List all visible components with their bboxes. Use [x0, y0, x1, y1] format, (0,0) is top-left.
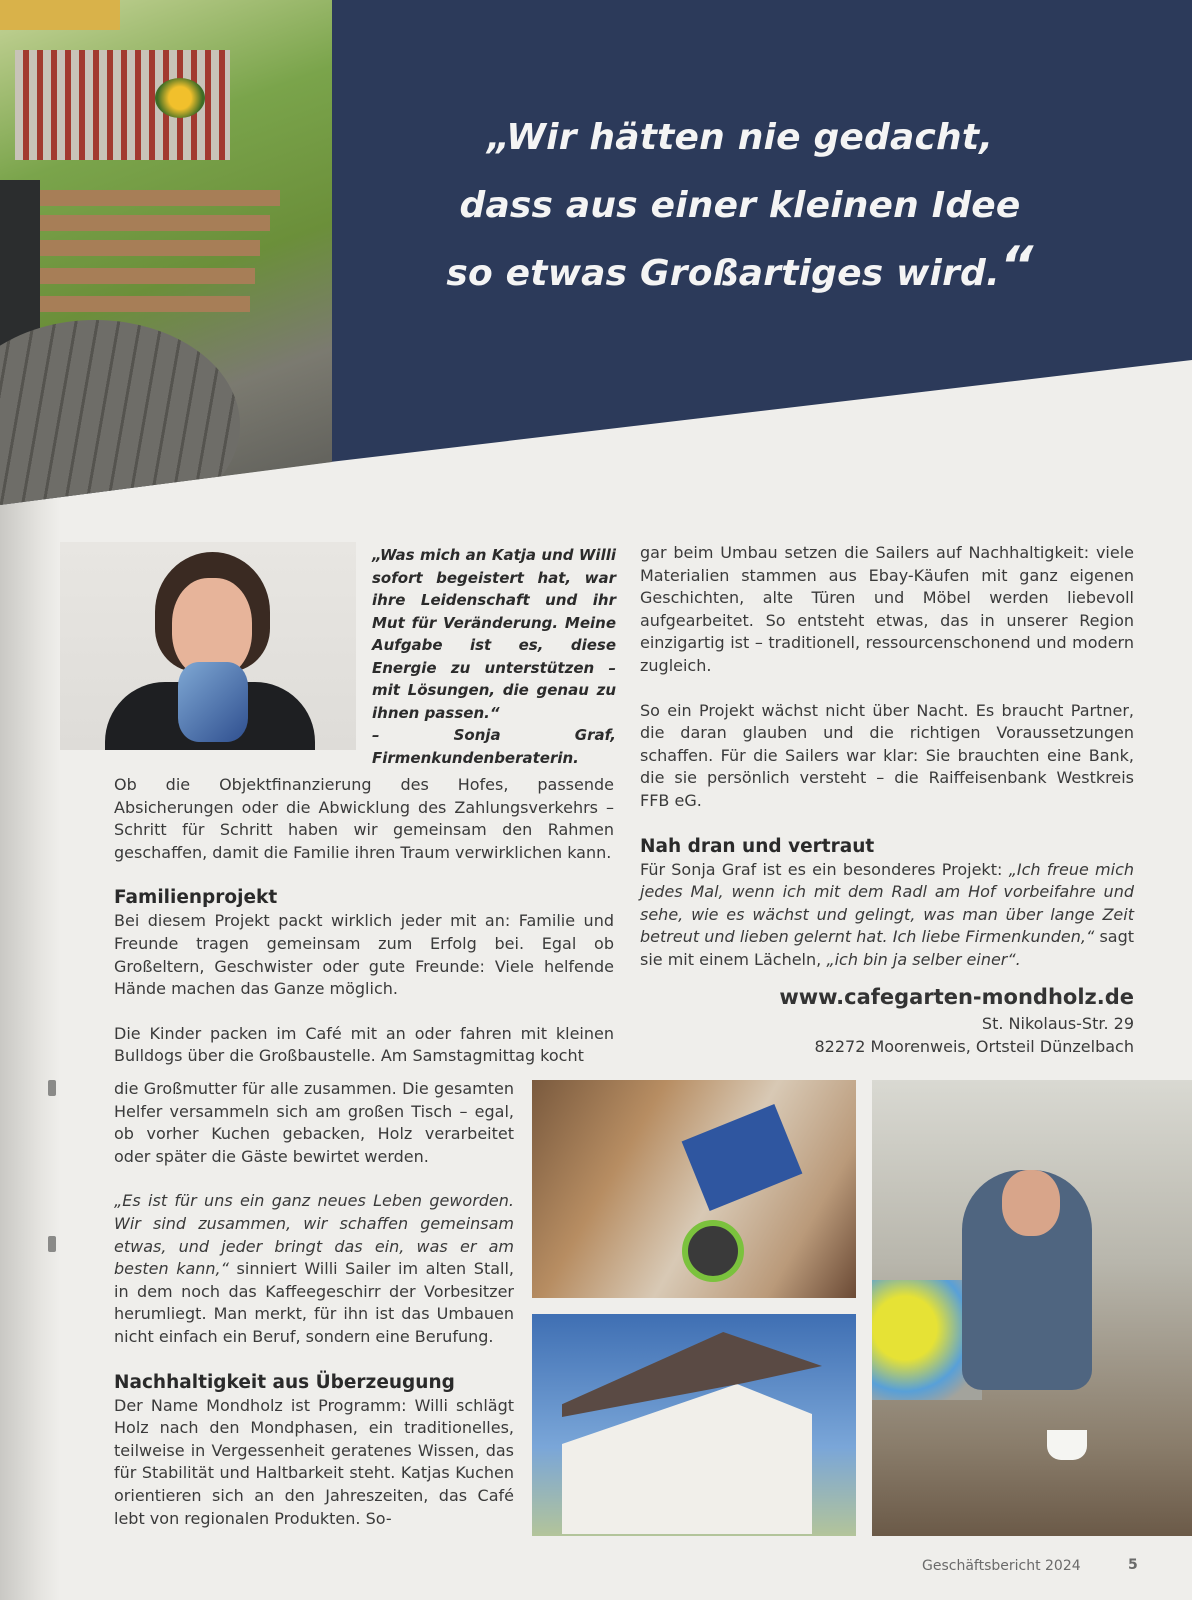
footer-publication: Geschäftsbericht 2024: [922, 1558, 1081, 1574]
farmhouse-photo: [532, 1314, 856, 1536]
headline-line: so etwas Großartiges wird.“: [446, 236, 1034, 296]
section-heading: Nah dran und vertraut: [640, 835, 875, 857]
section-heading: Nachhaltigkeit aus Überzeugung: [114, 1371, 455, 1393]
staple: [48, 1080, 56, 1096]
website-link[interactable]: www.cafegarten-mondholz.de: [779, 985, 1134, 1009]
street-address: St. Nikolaus-Str. 29: [981, 1014, 1134, 1033]
page-number: 5: [1128, 1557, 1138, 1573]
headline-line: „Wir hätten nie gedacht,: [486, 117, 994, 158]
headline-line: dass aus einer kleinen Idee: [459, 185, 1021, 226]
intro-quote: [372, 544, 616, 769]
portrait-photo-sonja-graf: [60, 542, 356, 750]
paragraph: Bei diesem Projekt packt wirklich jeder mit an: Familie und Freunde tragen gemeinsam zum Erfolg bei. Egal ob Großeltern, Geschwister oder gute Freunde: Viele helfende Hände machen das Ganze möglich.: [114, 911, 614, 999]
cafe-garden-photo: [0, 0, 332, 505]
paragraph: „Es ist für uns ein ganz neues Leben geworden. Wir sind zusammen, wir schaffen gemeinsam etwas, und jeder bringt das ein, was er am besten kann,“ sinniert Willi Sailer im alten Stall, in dem noch das Kaffeegeschirr der Vorbesitzer herumliegt. Man merkt, für ihn ist das Umbauen nicht einfach ein Beruf, sondern eine Berufung.: [114, 1191, 515, 1346]
paragraph: Die Kinder packen im Café mit an oder fahren mit kleinen Bulldogs über die Großbaustelle. Am Samstagmittag kocht: [114, 1023, 614, 1066]
section-heading: Familienprojekt: [114, 887, 278, 909]
left-article-column: [114, 774, 614, 1090]
willi-sailer-stable-photo: [872, 1080, 1192, 1536]
paragraph: gar beim Umbau setzen die Sailers auf Nachhaltigkeit: viele Materialien stammen aus Ebay-Käufen mit ganz eigenen Geschichten, alte Türen und Möbel werden liebevoll aufgearbeitet. So entsteht etwas, das in unserer Region einzigartig ist – traditionell, ressourcenschonend und modern zugleich.: [640, 543, 1134, 675]
left-article-column-narrow: [114, 1078, 514, 1552]
paragraph: Der Name Mondholz ist Programm: Willi schlägt Holz nach den Mondphasen, ein traditionelles, teilweise in Vergessenheit geratenes Wissen, das für Stabilität und Haltbarkeit steht. Katjas Kuchen orientieren sich an den Jahreszeiten, das Café lebt von regionalen Produkten. So-: [114, 1395, 514, 1528]
right-article-column: [640, 542, 1134, 994]
headline-quote: [420, 104, 1060, 308]
paragraph: die Großmutter für alle zusammen. Die gesamten Helfer versammeln sich am großen Tisch – egal, ob vorher Kuchen gebacken, Holz verarbeitet oder später die Gäste bewirtet werden.: [114, 1079, 514, 1166]
contact-address: [779, 982, 1134, 1058]
construction-wheelbarrow-photo: [532, 1080, 856, 1298]
paragraph: Für Sonja Graf ist es ein besonderes Projekt: „Ich freue mich jedes Mal, wenn ich mit dem Radl am Hof vorbeifahre und sehe, wie es wächst und gelingt, was man über lange Zeit betreut und lieben gelernt hat. Ich liebe Firmenkunden,“ sagt sie mit einem Lächeln, „ich bin ja selber einer“.: [640, 859, 1135, 969]
paragraph: So ein Projekt wächst nicht über Nacht. Es braucht Partner, die daran glauben und die richtigen Voraussetzungen schaffen. Für die Sailers war klar: Sie brauchten eine Bank, die sie persönlich versteht – die Raiffeisenbank Westkreis FFB eG.: [640, 700, 1134, 810]
intro-quote-text: „Was mich an Katja und Willi sofort begeistert hat, war ihre Leidenschaft und ihr Mut für Veränderung. Meine Aufgabe ist es, diese Energie zu unterstützen – mit Lösungen, die genau zu ihnen passen.“: [372, 546, 616, 722]
staple: [48, 1236, 56, 1252]
city-address: 82272 Moorenweis, Ortsteil Dünzelbach: [814, 1037, 1134, 1056]
intro-quote-attribution: – Sonja Graf, Firmenkundenberaterin.: [372, 726, 616, 767]
paragraph: Ob die Objektfinanzierung des Hofes, passende Absicherungen oder die Abwicklung des Zahlungsverkehrs – Schritt für Schritt haben wir gemeinsam den Rahmen geschaffen, damit die Familie ihren Traum verwirklichen kann.: [114, 775, 614, 862]
